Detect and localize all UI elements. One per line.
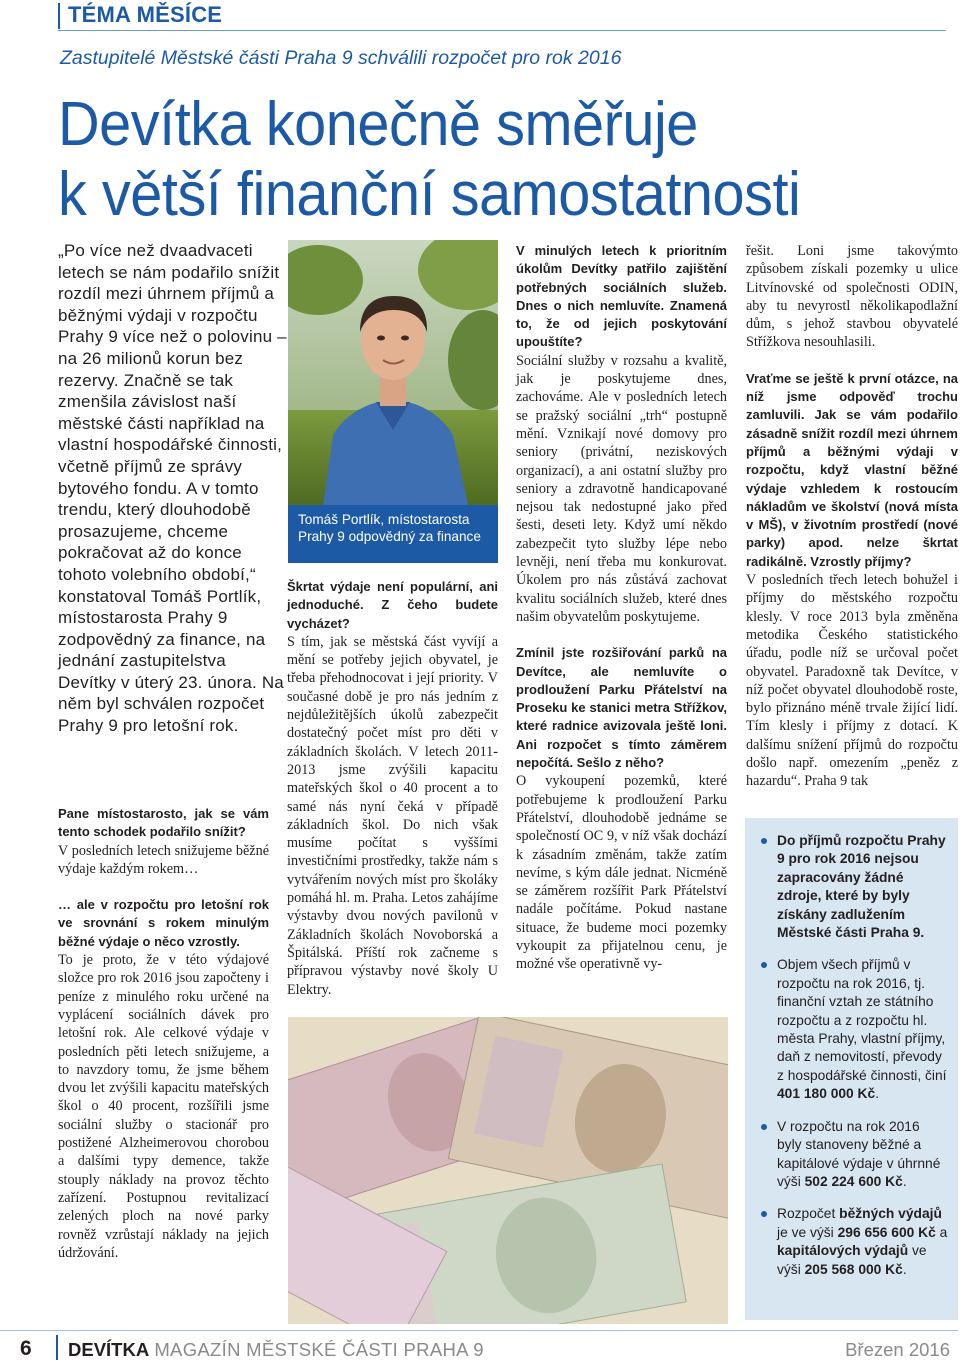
column-4 (746, 242, 958, 791)
fact-body: Objem všech příjmů v rozpočtu na rok 2016, tj. finanční vztah ze státního rozpočtu a z rozpočtu hl. města Prahy, vlastní příjmy, daň z nemovitostí, převody z hospodářské činnosti, činí (777, 957, 947, 1083)
fact-value: 205 568 000 Kč (804, 1261, 903, 1277)
list-item (765, 1205, 948, 1279)
answer: O vykoupení pozemků, které potřebujeme k prodloužení Parku Přátelství, dlouhodobě jednáme se společností OC 9, v níž však dochází k zásadním změnám, takže zatím nevíme, s kým dále jednat. Nicméně se záměrem rozšířit Park Přátelství nadále počítáme. Pokud nastane situace, že budeme moci pozemky vykoupit za přijatelnou cenu, je možné vše operativně vy- (516, 773, 727, 973)
fact-body: a (939, 1224, 948, 1240)
bullet-icon (761, 838, 767, 844)
answer: V posledních třech letech bohužel i příjmy do městského rozpočtu klesly. V roce 2013 byla změněna metodika Českého statistického úřadu, podle níž se určoval počet obyvatel. Paradoxně tak Devítce, v níž počet obyvatel dlouhodobě roste, bylo přiznáno méně trvale žijící lidí. Tím klesly i příjmy z dotací. K dalšímu snížení příjmů do rozpočtu došlo např. omezením „peněz z hazardu“. Praha 9 tak (746, 572, 958, 790)
headline-line-1: Devítka konečně směřuje (58, 90, 698, 159)
answer: To je proto, že v této výdajové složce pro rok 2016 jsou započteny i peníze z minulého roku určené na vyplácení sociálních dávek pro letošní rok. Ale celkové výdaje v posledních pěti letech snižujeme, a to navzdory tomu, že jsme během dvou let zvýšili kapacitu mateřských škol o 40 procent, rozšířili jsme sociální služby o stacionář pro postižené Alzheimerovou chorobou a dalšími typy demence, takže stouply náklady na provoz těchto zařízení. Postupnou revitalizací zelených ploch na nové parky rovněž vzrůstají náklady na jejich údržování. (58, 952, 269, 1261)
header-divider (58, 30, 946, 31)
footer-marker (56, 1335, 58, 1360)
fact-body: ve výši (777, 1243, 927, 1277)
column-1 (58, 805, 269, 1262)
issue-date: Březen 2016 (845, 1339, 950, 1360)
list-item (765, 956, 948, 1103)
bullet-icon (761, 962, 767, 968)
list-item (765, 1118, 948, 1192)
photo-caption (288, 505, 498, 563)
fact-body: V rozpočtu na rok 2016 byly stanoveny běžné a kapitálové výdaje v úhrnné výši (777, 1118, 941, 1189)
question: Vraťme se ještě k první otázce, na níž jsme odpověď trochu zamluvili. Jak se vám podařilo zásadně snížit rozdíl mezi úhrnem příjmů a běžnými výdaji v rozpočtu, když vlastní běžné výdaje vzhledem k rostoucím nákladům ve školství (nová místa v MŠ), v životním prostředí (nové parky) apod. nelze škrtat radikálně. Vzrostly příjmy? (746, 370, 958, 569)
bullet-icon (761, 1211, 767, 1217)
fact-body: Rozpočet (777, 1206, 836, 1222)
magazine-tagline: MAGAZÍN MĚSTSKÉ ČÁSTI PRAHA 9 (154, 1339, 484, 1360)
list-item (765, 832, 948, 942)
question: Zmínil jste rozšiřování parků na Devítce, ale nemluvíte o prodloužení Parku Přátelství na Proseku ke stanici metra Střížkov, které radnice avizovala ještě loni. Ani rozpočet s tímto záměrem nepočítá. Sešlo z něho? (516, 645, 727, 771)
fact-text: V rozpočtu na rok 2016 byly stanoveny běžné a kapitálové výdaje v úhrnné výši 502 224 600 Kč. (777, 1118, 941, 1189)
portrait-photo (288, 240, 498, 505)
section-title: TÉMA MĚSÍCE (68, 2, 223, 27)
column-2 (287, 578, 498, 999)
question: Škrtat výdaje není populární, ani jednoduché. Z čeho budete vycházet? (287, 579, 498, 631)
question: Pane místostarosto, jak se vám tento schodek podařilo snížit? (58, 806, 269, 840)
fact-body: je ve výši (777, 1224, 834, 1240)
section-marker (58, 3, 60, 29)
question: … ale v rozpočtu pro letošní rok ve srovnání s rokem minulým běžné výdaje o něco vzrostly. (58, 897, 269, 949)
lead-paragraph: „Po více než dvaadvaceti letech se nám podařilo snížit rozdíl mezi úhrnem příjmů a běžnými výdaji v rozpočtu Prahy 9 více než o polovinu – na 26 milionů korun bez rezervy. Značně se tak zmenšila závislost naší městské části například na vlastní hospodářské činnosti, včetně příjmů ze správy bytového fondu. A v tomto trendu, který dlouhodobě prosazujeme, chceme pokračovat až do konce tohoto volebního období,“ konstatoval Tomáš Portlík, místostarosta Prahy 9 zodpovědný za finance, na jednání zastupitelstva Devítky v úterý 23. února. Na něm byl schválen rozpočet Prahy 9 pro letošní rok. (58, 241, 287, 736)
fact-term: kapitálových výdajů (777, 1243, 909, 1259)
answer: Sociální služby v rozsahu a kvalitě, jak je poskytujeme dnes, zachováme. Ale v posledních letech se pražský sociální „trh“ postupně mění. Vznikají nové domovy pro seniory (privátní, neziskových organizací), a ani ostatní služby pro seniory a zdravotně handicapované nejsou tak nedostupné jako před šesti, deseti lety. Když umí někdo zabezpečit tyto služby lépe nebo levněji, není třeba mu konkurovat. Úkolem pro nás zůstává zachovat kvalitu sociálních služeb, které dnes našim obyvatelům poskytujeme. (516, 352, 727, 625)
fact-text: Do příjmů rozpočtu Prahy 9 pro rok 2016 nejsou zapracovány žádné zdroje, které by byly získány zadlužením Městské části Praha 9. (777, 833, 946, 941)
fact-value: 502 224 600 Kč (804, 1173, 903, 1189)
article-headline (58, 90, 800, 230)
fact-term: běžných výdajů (839, 1206, 942, 1222)
question: V minulých letech k prioritním úkolům Devítky patřilo zajištění potřebných sociálních služeb. Dnes o nich nemluvíte. Znamená to, že od jejich poskytování upouštíte? (516, 243, 727, 350)
answer: V posledních letech snižujeme běžné výdaje každým rokem… (58, 842, 269, 877)
fact-value: 401 180 000 Kč (777, 1086, 876, 1102)
banknotes-photo (288, 1017, 728, 1324)
answer: řešit. Loni jsme takovýmto způsobem získali pozemky u ulice Litvínovské od společnosti ODIN, aby tu nevyrostl několikapodlažní dům, s jehož stavbou obyvatelé Střížkova nesouhlasili. (746, 243, 958, 351)
caption-line-2: Prahy 9 odpovědný za finance (298, 529, 481, 544)
bullet-icon (761, 1124, 767, 1130)
fact-text: Objem všech příjmů v rozpočtu na rok 2016, tj. finanční vztah ze státního rozpočtu a z rozpočtu hl. města Prahy, vlastní příjmy, daň z nemovitostí, převody z hospodářské činnosti, činí 401 180 000 Kč. (777, 957, 947, 1102)
caption-line-1: Tomáš Portlík, místostarosta (298, 512, 470, 527)
magazine-brand: DEVÍTKA (68, 1339, 150, 1360)
fact-value: 296 656 600 Kč (837, 1224, 936, 1240)
headline-line-2: k větší finanční samostatnosti (58, 160, 801, 229)
facts-list (745, 818, 958, 1279)
page-number: 6 (20, 1337, 32, 1360)
fact-text: Rozpočet běžných výdajů je ve výši 296 656 600 Kč a kapitálových výdajů ve výši 205 568 000 Kč. (777, 1206, 948, 1277)
footer-divider (0, 1330, 958, 1331)
answer: S tím, jak se městská část vyvíjí a mění se potřeby jejich obyvatel, je třeba přehodnocovat i její priority. V současné době je pro nás jedním z nejdůležitějších úkolů zabezpečit dostatečný počet míst pro děti v základních školách. V letech 2011-2013 jsme zvýšili kapacitu mateřských škol o 40 procent a to samé nás nyní čeká v případě základních škol. Do nich však musíme počítat s vyššími investičními prostředky, takže nám s vytvářením nových míst pro školáky pomáhá hl. m. Praha. Letos zahájíme výstavby dvou nových pavilonů v Základních školách Novoborská a Špitálská. Příští rok začneme s přípravou výstavby nové školy U Elektry. (287, 633, 498, 998)
article-subtitle: Zastupitelé Městské části Praha 9 schválili rozpočet pro rok 2016 (60, 47, 622, 69)
column-3 (516, 242, 727, 974)
magazine-name (68, 1339, 484, 1361)
facts-box (745, 818, 958, 1320)
